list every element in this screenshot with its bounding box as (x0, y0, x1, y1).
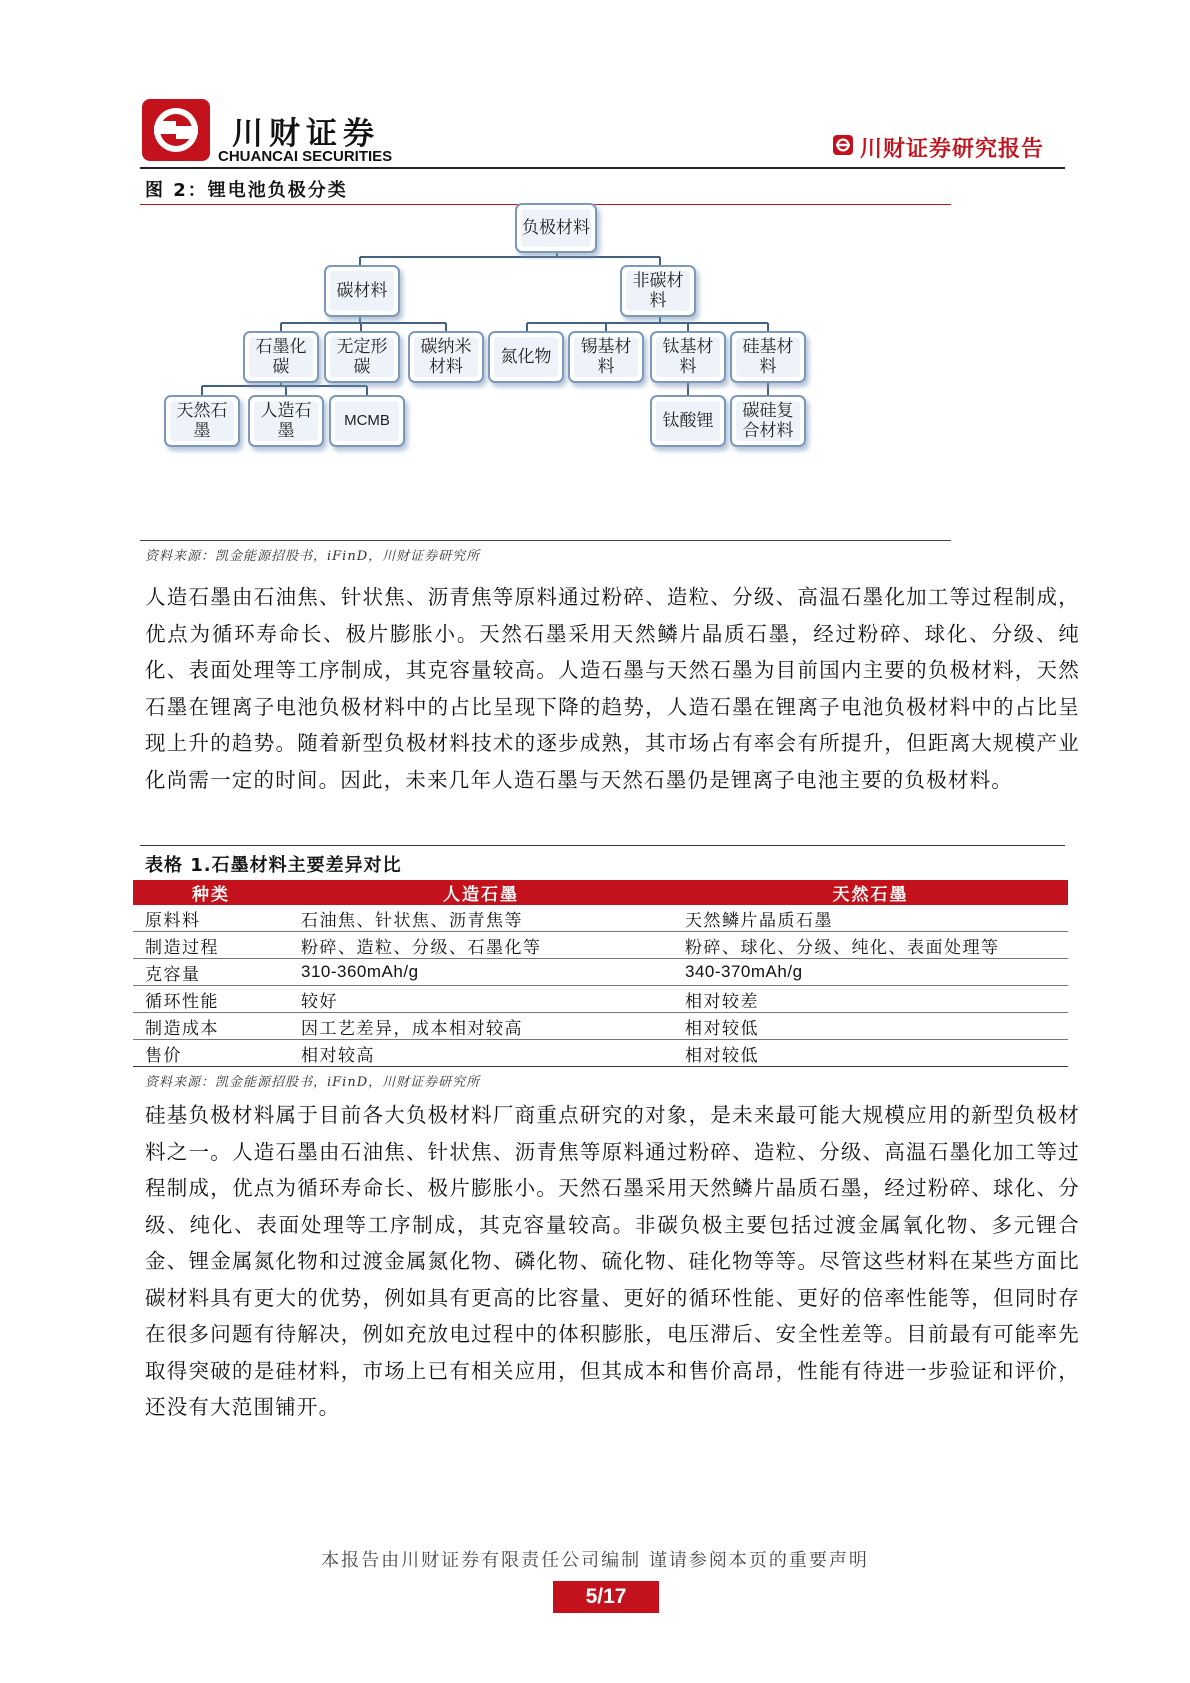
row-label: 售价 (133, 1040, 289, 1067)
artificial-value: 因工艺差异，成本相对较高 (289, 1013, 673, 1040)
artificial-value: 310-360mAh/g (289, 959, 673, 986)
natural-value: 相对较低 (673, 1040, 1068, 1067)
figure-source: 资料来源：凯金能源招股书，iFinD，川财证券研究所 (145, 549, 481, 564)
artificial-value: 石油焦、针状焦、沥青焦等 (289, 905, 673, 932)
table-row (133, 1040, 1068, 1067)
node-lithium-titanate: 钛酸锂 (650, 395, 726, 447)
artificial-value: 粉碎、造粒、分级、石墨化等 (289, 932, 673, 959)
graphite-comparison-table (133, 880, 1068, 1067)
natural-value: 相对较差 (673, 986, 1068, 1013)
row-label: 循环性能 (133, 986, 289, 1013)
table-top-rule (140, 845, 1065, 846)
paragraph-silicon-anode: 硅基负极材料属于目前各大负极材料厂商重点研究的对象，是未来最可能大规模应用的新型负极材料之一。人造石墨由石油焦、针状焦、沥青焦等原料通过粉碎、造粒、分级、高温石墨化加工等过程制成，优点为循环寿命长、极片膨胀小。天然石墨采用天然鳞片晶质石墨，经过粉碎、球化、分级、纯化、表面处理等工序制成，其克容量较高。非碳负极主要包括过渡金属氧化物、多元锂合金、锂金属氮化物和过渡金属氮化物、磷化物、硫化物、硅化物等等。尽管这些材料在某些方面比碳材料具有更大的优势，例如具有更高的比容量、更好的循环性能、更好的倍率性能等，但同时存在很多问题有待解决，例如充放电过程中的体积膨胀，电压滞后、安全性差等。目前最有可能率先取得突破的是硅材料，市场上已有相关应用，但其成本和售价高昂，性能有待进一步验证和评价，还没有大范围铺开。 (145, 1103, 1080, 1419)
node-natural-graphite: 天然石墨 (164, 395, 240, 447)
paragraph-graphite-overview: 人造石墨由石油焦、针状焦、沥青焦等原料通过粉碎、造粒、分级、高温石墨化加工等过程制成，优点为循环寿命长、极片膨胀小。天然石墨采用天然鳞片晶质石墨，经过粉碎、球化、分级、纯化、表面处理等工序制成，其克容量较高。人造石墨与天然石墨为目前国内主要的负极材料，天然石墨在锂离子电池负极材料中的占比呈现下降的趋势，人造石墨在锂离子电池负极材料中的占比呈现上升的趋势。随着新型负极材料技术的逐步成熟，其市场占有率会有所提升，但距离大规模产业化尚需一定的时间。因此，未来几年人造石墨与天然石墨仍是锂离子电池主要的负极材料。 (145, 585, 1080, 792)
node-non-carbon-material: 非碳材料 (620, 265, 696, 317)
node-tin-based: 锡基材料 (568, 331, 644, 383)
artificial-value: 相对较高 (289, 1040, 673, 1067)
node-silicon-carbon-composite: 碳硅复合材料 (730, 395, 806, 447)
header-type: 种类 (133, 880, 289, 905)
table-source: 资料来源：凯金能源招股书，iFinD，川财证券研究所 (145, 1075, 481, 1090)
node-silicon-based: 硅基材料 (730, 331, 806, 383)
artificial-value: 较好 (289, 986, 673, 1013)
node-titanium-based: 钛基材料 (650, 331, 726, 383)
header-natural: 天然石墨 (673, 880, 1068, 905)
row-label: 制造成本 (133, 1013, 289, 1040)
natural-value: 340-370mAh/g (673, 959, 1068, 986)
table-header-row (133, 880, 1068, 905)
natural-value: 相对较低 (673, 1013, 1068, 1040)
natural-value: 粉碎、球化、分级、纯化、表面处理等 (673, 932, 1068, 959)
footer-disclaimer: 本报告由川财证券有限责任公司编制 谨请参阅本页的重要声明 (321, 1550, 869, 1571)
header-artificial: 人造石墨 (289, 880, 673, 905)
table-row (133, 1013, 1068, 1040)
table-row (133, 905, 1068, 932)
row-label: 制造过程 (133, 932, 289, 959)
header-divider (140, 167, 1065, 169)
natural-value: 天然鳞片晶质石墨 (673, 905, 1068, 932)
row-label: 克容量 (133, 959, 289, 986)
report-badge-icon (832, 134, 854, 156)
node-amorphous-carbon: 无定形碳 (324, 331, 400, 383)
node-mcmb: MCMB (329, 395, 405, 447)
logo-chinese-name: 川财证券 (232, 116, 380, 152)
logo-english-name: CHUANCAI SECURITIES (218, 148, 393, 165)
company-logo-icon (140, 97, 212, 163)
figure-title: 图 2：锂电池负极分类 (145, 180, 348, 201)
table-row (133, 986, 1068, 1013)
anode-classification-diagram (160, 205, 920, 505)
node-carbon-nanomaterial: 碳纳米材料 (408, 331, 484, 383)
page-number: 5/17 (553, 1581, 659, 1613)
node-nitride: 氮化物 (488, 331, 564, 383)
node-artificial-graphite: 人造石墨 (248, 395, 324, 447)
node-carbon-material: 碳材料 (324, 265, 400, 317)
table-row (133, 959, 1068, 986)
node-anode-material: 负极材料 (515, 203, 597, 253)
figure-bottom-rule (140, 540, 951, 541)
report-title: 川财证券研究报告 (860, 137, 1045, 162)
table-row (133, 932, 1068, 959)
node-graphitized-carbon: 石墨化碳 (243, 331, 319, 383)
table-title: 表格 1.石墨材料主要差异对比 (145, 855, 402, 876)
row-label: 原料料 (133, 905, 289, 932)
